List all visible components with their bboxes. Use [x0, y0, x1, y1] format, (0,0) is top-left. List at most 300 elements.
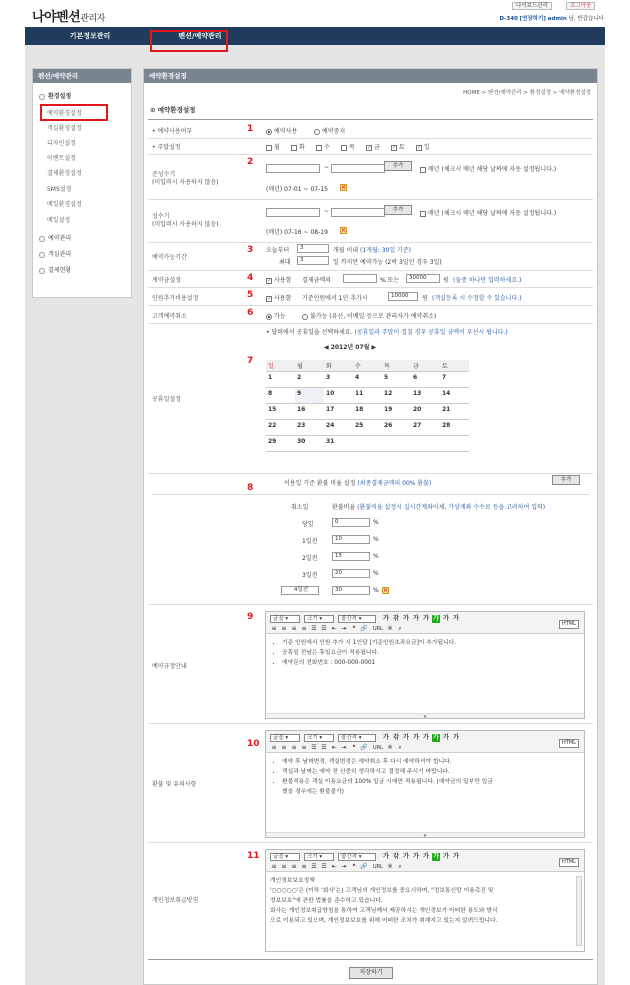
calendar-date[interactable]: 13 [411, 388, 440, 404]
logo[interactable] [32, 6, 105, 25]
calendar-day-header: 월 [295, 360, 324, 372]
weekday-text: 월 [274, 144, 280, 151]
editor-content[interactable] [270, 757, 580, 797]
divider [148, 199, 593, 200]
sidebar-item-payments[interactable]: 결제현황 [39, 265, 71, 274]
days-left: D-340 [499, 16, 518, 22]
peak1-label: 준성수기 [152, 171, 176, 178]
indent-icon[interactable]: ⇥ [341, 744, 347, 751]
cancel-on-radio[interactable] [266, 311, 286, 320]
editor-line: '○○○○○'은 (이하 '회사'는) 고객님의 개인정보를 중요시하며, "정보통신망 이용촉진 및 [270, 888, 494, 894]
calendar-date[interactable]: 4 [353, 372, 382, 388]
peak2-note: (미입력시 사용하지 않음) [152, 221, 219, 228]
indent-icon[interactable]: ⇥ [341, 625, 347, 632]
extra-use-text: 사용함 [274, 295, 292, 302]
calendar-empty [382, 436, 411, 452]
editor-line: • 기준 인원에서 인원 추가 시 1인당 [기준인원초과요금]이 추가됩니다. [282, 638, 580, 648]
calendar-date[interactable]: 2 [295, 372, 324, 388]
peak1-start-input[interactable] [266, 164, 320, 173]
delete-icon[interactable]: × [341, 227, 347, 234]
period-from-text: 오늘부터 [266, 247, 290, 254]
peak1-note: (미입력시 사용하지 않음) [152, 179, 219, 186]
editor-line: • 환불적용은 객실 이용요금의 100% 입금 시에만 적용됩니다. (예약금의 일부만 입금 [282, 777, 580, 787]
underline-icon[interactable]: 갂 [393, 853, 399, 860]
holiday-label: 공휴일설정 [152, 396, 181, 403]
refund-pct: % [373, 553, 379, 560]
peak2-range: (매년) 07-16 ~ 08-19 [266, 229, 328, 236]
extra-amount-input[interactable]: 10000 [388, 292, 418, 301]
url-button[interactable]: URL [373, 626, 383, 632]
size-select-text: 크기 [307, 616, 318, 622]
checkbox-icon [420, 167, 426, 173]
calendar-date[interactable]: 22 [266, 420, 295, 436]
weekday-thu[interactable] [341, 142, 355, 151]
refund-col-rate [332, 502, 545, 511]
peak1-range: (매년) 07-01 ~ 07-15 [266, 186, 328, 193]
align-center-icon[interactable]: ≡ [281, 625, 287, 632]
weekday-wed[interactable] [316, 142, 330, 151]
weekday-text: 일 [424, 144, 430, 151]
calendar-date[interactable]: 29 [266, 436, 295, 452]
align-right-icon[interactable]: ≡ [291, 863, 297, 870]
divider [148, 138, 593, 139]
extra-note: (객실등록 시 수정할 수 있습니다.) [432, 295, 522, 302]
refund-pct: % [373, 536, 379, 543]
bold-icon[interactable]: 가 [383, 853, 389, 860]
peak2-add-button[interactable]: 추가 [384, 205, 412, 215]
deposit-percent-input[interactable] [343, 274, 377, 283]
calendar-date[interactable]: 8 [266, 388, 295, 404]
editor-line: 했을 경우에는 환불불가) [282, 789, 344, 795]
peak2-every-year[interactable] [420, 208, 556, 217]
calendar-date[interactable]: 25 [353, 420, 382, 436]
privacy-title: 개인정보보호정책 [270, 878, 315, 884]
align-center-icon[interactable]: ≡ [281, 863, 287, 870]
editor-toolbar [266, 850, 584, 872]
align-left-icon[interactable]: ≡ [271, 744, 277, 751]
calendar-day-header: 수 [353, 360, 382, 372]
deposit-amount-input[interactable]: 30000 [406, 274, 440, 283]
line-select-text: 줄간격 [341, 854, 357, 860]
weekday-text: 금 [374, 144, 380, 151]
guide-editor[interactable] [265, 611, 585, 719]
peak2-end-input[interactable] [331, 208, 385, 217]
editor-content[interactable] [270, 638, 580, 668]
editor-line: • 예약 후 날짜변경, 객실변경은 예약취소 후 다시 예약하셔야 합니다. [282, 757, 580, 767]
link-icon[interactable]: 🔗 [360, 744, 368, 751]
peak1-end-input[interactable] [331, 164, 385, 173]
align-left-icon[interactable]: ≡ [271, 625, 277, 632]
checkbox-checked-icon: ✓ [267, 277, 272, 284]
sidebar-item-room-env[interactable]: 객실환경설정 [47, 125, 82, 132]
subscript-icon[interactable]: 가 [453, 734, 459, 741]
main-title: 예약환경설정 [144, 69, 597, 83]
calendar-empty [411, 436, 440, 452]
calendar-date[interactable]: 30 [295, 436, 324, 452]
line-height-select[interactable]: 줄간격 ▾ [338, 734, 376, 742]
cancel-off-radio[interactable] [302, 311, 436, 320]
sidebar-item-design[interactable]: 디자인설정 [47, 140, 76, 147]
checkbox-icon [341, 145, 347, 151]
calendar-empty [440, 436, 469, 452]
editor-line: 회사는 개인정보취급방침을 통하여 고객님께서 제공하시는 개인정보가 어떠한 용도와 방식 [270, 908, 498, 914]
highlight-box-sidebar [40, 104, 108, 121]
editor-line: • 객실과 날짜는 예약 전 신중히 생각하시고 결정해 주시기 바랍니다. [282, 767, 580, 777]
nav-pension-reservation[interactable]: 펜션/예약관리 [178, 32, 222, 40]
font-select[interactable]: 글꼴 ▾ [270, 853, 300, 861]
divider [148, 287, 593, 288]
resize-handle[interactable]: ▼ [266, 713, 584, 718]
holiday-note-2: (공휴일과 주말이 겹칠 경우 공휴일 금액이 우선시 됩니다.) [354, 329, 508, 336]
refund-title-note: (최종결제금액의 00% 환불) [357, 480, 432, 487]
extend-link[interactable]: [연장하기] [519, 16, 546, 22]
align-right-icon[interactable]: ≡ [291, 744, 297, 751]
calendar-empty [353, 436, 382, 452]
size-select[interactable]: 크기 ▾ [304, 734, 334, 742]
divider [148, 305, 593, 306]
calendar-date[interactable]: 12 [382, 388, 411, 404]
calendar-date[interactable]: 17 [324, 404, 353, 420]
divider [148, 604, 593, 605]
refund-pct: % [373, 519, 379, 526]
refund-notice-editor[interactable] [265, 730, 585, 838]
calendar-title[interactable]: ◀ 2012년 07월 ▶ [324, 344, 377, 351]
calendar-date[interactable]: 14 [440, 388, 469, 404]
section-title-text: 예약환경설정 [157, 106, 196, 114]
peak1-every-year[interactable] [420, 164, 556, 173]
nav-basic-info[interactable]: 기본정보관리 [69, 32, 111, 40]
weekday-sun[interactable] [416, 142, 430, 151]
subscript-icon[interactable]: 가 [453, 853, 459, 860]
deposit-or: % 또는 [380, 277, 400, 284]
holiday-note-text: • 달력에서 공휴일을 선택하세요. [266, 329, 353, 336]
refund-rate-input[interactable]: 0 [332, 518, 370, 527]
guide-label: 예약규정안내 [152, 663, 187, 670]
divider [148, 242, 593, 243]
weekday-sat[interactable] [391, 142, 405, 151]
refund-rate-input[interactable]: 15 [332, 552, 370, 561]
strike-icon[interactable]: 가 [413, 615, 419, 622]
subscript-icon[interactable]: 가 [453, 615, 459, 622]
cancel-label: 고객예약취소 [152, 313, 187, 320]
search-icon[interactable]: ⌕ [398, 625, 402, 632]
delete-icon[interactable]: × [341, 184, 347, 191]
editor-line: • 예약문의 전화번호 : 000-000-0001 [282, 658, 580, 668]
divider [148, 270, 593, 271]
breadcrumb: HOME > 펜션/예약관리 > 환경설정 > 예약환경설정 [463, 90, 591, 96]
divider [148, 473, 593, 474]
bold-icon[interactable]: 가 [383, 615, 389, 622]
weekday-text: 목 [349, 144, 355, 151]
calendar-date[interactable]: 6 [411, 372, 440, 388]
use-on-radio[interactable] [266, 126, 297, 135]
calendar-date[interactable]: 26 [382, 420, 411, 436]
justify-icon[interactable]: ≡ [301, 625, 307, 632]
justify-icon[interactable]: ≡ [301, 863, 307, 870]
justify-icon[interactable]: ≡ [301, 744, 307, 751]
calendar-date[interactable]: 15 [266, 404, 295, 420]
refund-day-input[interactable]: 4일전 [281, 586, 319, 595]
checkbox-icon [316, 145, 322, 151]
period-days-text: 일 까지만 예약가능 (2박 3일인 경우 3일) [333, 259, 442, 266]
checkbox-checked-icon: ✓ [417, 144, 422, 151]
font-select-text: 글꼴 [273, 616, 284, 622]
editor-line: 으로 이용되고 있으며, 개인정보보호를 위해 어떠한 조치가 취해지고 있는지 알려드립니다. [270, 918, 498, 924]
sidebar-item-event[interactable]: 이벤트설정 [47, 155, 76, 162]
refund-col-rate-text: 환불비율 [332, 504, 356, 511]
weekday-text: 화 [299, 144, 305, 151]
refund-col-note: (환불비율 설정시 실시간계좌이체, 가상계좌 수수료 등을 고려하여 입력) [357, 504, 546, 511]
align-center-icon[interactable]: ≡ [281, 744, 287, 751]
marker-7: 7 [247, 356, 254, 366]
checkbox-icon [291, 145, 297, 151]
marker-4: 4 [247, 273, 254, 283]
refund-rate-input[interactable]: 20 [332, 569, 370, 578]
week-label: • 주말설정 [152, 144, 181, 151]
weekday-fri[interactable] [366, 142, 380, 151]
align-right-icon[interactable]: ≡ [291, 625, 297, 632]
quote-icon[interactable]: ❝ [352, 625, 356, 632]
radio-on-icon [266, 314, 272, 320]
marker-2: 2 [247, 157, 254, 167]
extra-label: 인원추가비용설정 [152, 295, 199, 302]
extra-use-checkbox[interactable] [266, 293, 291, 302]
calendar-date[interactable]: 24 [324, 420, 353, 436]
url-button[interactable]: URL [373, 745, 383, 751]
calendar-day-header: 금 [411, 360, 440, 372]
weekday-mon[interactable] [266, 142, 280, 151]
sidebar-item-reservations[interactable]: 예약관리 [39, 233, 71, 242]
calendar-date[interactable]: 3 [324, 372, 353, 388]
list-ul-icon[interactable]: ☰ [321, 744, 327, 751]
privacy-editor[interactable] [265, 849, 585, 952]
bold-icon[interactable]: 가 [383, 734, 389, 741]
special-char-icon[interactable]: ※ [387, 625, 393, 632]
calendar-day-header: 일 [266, 360, 295, 372]
highlight-box-nav [150, 30, 228, 52]
use-off-radio[interactable] [314, 126, 345, 135]
divider [148, 842, 593, 843]
calendar-day-header: 토 [440, 360, 469, 372]
highlight-icon[interactable]: 가 [433, 853, 439, 860]
superscript-icon[interactable]: 가 [443, 853, 449, 860]
calendar-date[interactable]: 19 [382, 404, 411, 420]
quote-icon[interactable]: ❝ [352, 863, 356, 870]
marker-3: 3 [247, 245, 254, 255]
marker-6: 6 [247, 308, 254, 318]
special-char-icon[interactable]: ※ [387, 863, 393, 870]
calendar-date[interactable]: 27 [411, 420, 440, 436]
divider [148, 323, 593, 324]
outdent-icon[interactable]: ⇤ [331, 744, 337, 751]
size-select[interactable]: 크기 ▾ [304, 615, 334, 623]
section-title: ⊙ 예약환경설정 [150, 106, 196, 114]
sidebar-item-mail[interactable]: 메일설정 [47, 217, 71, 224]
html-mode-button[interactable]: HTML [559, 620, 579, 629]
calendar-date[interactable]: 10 [324, 388, 353, 404]
radio-off-icon [314, 129, 320, 135]
italic-icon[interactable]: 가 [403, 734, 409, 741]
weekday-text: 토 [399, 144, 405, 151]
board-admin-button[interactable]: 나이보드관리 [512, 2, 552, 10]
list-ol-icon[interactable]: ☰ [311, 625, 317, 632]
checkbox-checked-icon: ✓ [367, 144, 372, 151]
search-icon[interactable]: ⌕ [398, 744, 402, 751]
html-mode-button[interactable]: HTML [559, 858, 579, 867]
period-unit [333, 245, 411, 254]
refund-day: 2일전 [302, 555, 318, 562]
sidebar-item-mail-env[interactable]: 메일환경설정 [47, 201, 82, 208]
refund-title [284, 478, 431, 487]
superscript-icon[interactable]: 가 [443, 615, 449, 622]
line-height-select[interactable]: 줄간격 ▾ [338, 615, 376, 623]
link-icon[interactable]: 🔗 [360, 863, 368, 870]
list-ul-icon[interactable]: ☰ [321, 625, 327, 632]
logout-button[interactable]: 로그아웃 [566, 2, 595, 10]
calendar-date[interactable]: 28 [440, 420, 469, 436]
tilde: ~ [324, 208, 330, 215]
divider [148, 723, 593, 724]
highlight-icon[interactable]: 가 [433, 615, 439, 622]
italic-icon[interactable]: 가 [403, 615, 409, 622]
period-days-input[interactable]: 3 [297, 256, 329, 265]
every-year-text: 매년 (체크시 매년 해당 날짜에 자동 설정됩니다.) [428, 166, 557, 173]
marker-10: 10 [247, 739, 260, 749]
calendar-date[interactable]: 20 [411, 404, 440, 420]
divider [148, 154, 593, 155]
superscript-icon[interactable]: 가 [443, 734, 449, 741]
outdent-icon[interactable]: ⇤ [331, 625, 337, 632]
highlight-icon[interactable]: 가 [433, 734, 439, 741]
outdent-icon[interactable]: ⇤ [331, 863, 337, 870]
cancel-off-text: 불가능 (유선, 이메일 등으로 관리자가 예약취소) [310, 313, 437, 320]
divider [148, 119, 593, 120]
indent-icon[interactable]: ⇥ [341, 863, 347, 870]
refund-pct: % [373, 570, 379, 577]
calendar-date[interactable]: 16 [295, 404, 324, 420]
marker-11: 11 [247, 851, 260, 861]
extra-won: 원 [422, 295, 428, 302]
radio-off-icon [302, 314, 308, 320]
holiday-note [266, 327, 508, 336]
checkbox-checked-icon: ✓ [267, 295, 272, 302]
deposit-use-checkbox[interactable] [266, 275, 291, 284]
radio-on-icon [266, 129, 272, 135]
marker-1: 1 [247, 124, 254, 134]
size-select-text: 크기 [307, 735, 318, 741]
resize-handle[interactable]: ▼ [266, 832, 584, 837]
weekday-text: 수 [324, 144, 330, 151]
sidebar-item-reservation-env[interactable]: 예약환경설정 [47, 110, 82, 117]
cancel-on-text: 가능 [274, 313, 286, 320]
period-unit-text: 개월 이내 [333, 247, 359, 254]
weekday-tue[interactable] [291, 142, 305, 151]
scrollbar[interactable] [576, 876, 582, 946]
text-color-icon[interactable]: 가 [423, 734, 429, 741]
strike-icon[interactable]: 가 [413, 853, 419, 860]
period-label: 예약가능기간 [152, 254, 187, 261]
logo-sub: 관리자 [80, 14, 105, 24]
strike-icon[interactable]: 가 [413, 734, 419, 741]
sidebar-item-sms[interactable]: SMS설정 [47, 186, 72, 193]
refund-title-text: 이용일 기준 환불 비율 설정 [284, 480, 356, 487]
underline-icon[interactable]: 갂 [393, 615, 399, 622]
editor-content[interactable] [270, 876, 580, 926]
sidebar-item-rooms[interactable]: 객실관리 [39, 249, 71, 258]
refund-add-button[interactable]: 추가 [552, 475, 580, 485]
calendar-date[interactable]: 18 [353, 404, 382, 420]
calendar-date[interactable]: 5 [382, 372, 411, 388]
calendar-date[interactable]: 31 [324, 436, 353, 452]
deposit-label: 계약금설정 [152, 277, 181, 284]
link-icon[interactable]: 🔗 [360, 625, 368, 632]
calendar-date[interactable]: 9 [295, 388, 324, 404]
refund-rate-input[interactable]: 30 [332, 586, 370, 595]
url-button[interactable]: URL [373, 864, 383, 870]
quote-icon[interactable]: ❝ [352, 744, 356, 751]
list-ol-icon[interactable]: ☰ [311, 744, 317, 751]
size-select[interactable]: 크기 ▾ [304, 853, 334, 861]
sidebar-item-env[interactable]: 환경설정 [39, 91, 71, 100]
calendar-date[interactable]: 1 [266, 372, 295, 388]
text-color-icon[interactable]: 가 [423, 615, 429, 622]
refund-pct: % [373, 587, 379, 594]
refund-col-cancel: 취소일 [291, 504, 309, 511]
holiday-calendar [266, 360, 469, 452]
calendar-date[interactable]: 23 [295, 420, 324, 436]
refund-rate-input[interactable]: 10 [332, 535, 370, 544]
logo-main: 나야펜션 [32, 10, 81, 25]
html-mode-button[interactable]: HTML [559, 739, 579, 748]
italic-icon[interactable]: 가 [403, 853, 409, 860]
checkbox-checked-icon: ✓ [392, 144, 397, 151]
refund-notice-label: 환불 및 유의사항 [152, 781, 197, 788]
calendar-date[interactable]: 7 [440, 372, 469, 388]
special-char-icon[interactable]: ※ [387, 744, 393, 751]
list-ol-icon[interactable]: ☰ [311, 863, 317, 870]
period-max-text: 최대 [279, 259, 291, 266]
tilde: ~ [324, 164, 330, 171]
editor-toolbar [266, 612, 584, 634]
period-unit-note: (1개월: 30일 기준) [360, 247, 411, 254]
calendar-date[interactable]: 21 [440, 404, 469, 420]
save-button[interactable]: 저장하기 [349, 967, 393, 979]
marker-5: 5 [247, 290, 254, 300]
editor-line: • 공휴일 전날은 휴일요금이 적용됩니다. [282, 648, 580, 658]
font-select-text: 글꼴 [273, 854, 284, 860]
period-months-input[interactable]: 3 [297, 244, 329, 253]
underline-icon[interactable]: 갂 [393, 734, 399, 741]
divider [152, 494, 589, 495]
peak1-add-button[interactable]: 추가 [384, 161, 412, 171]
line-height-select[interactable]: 줄간격 ▾ [338, 853, 376, 861]
marker-8: 8 [247, 483, 254, 493]
extra-text: 기준인원에서 1인 추가시 [302, 295, 368, 302]
peak2-start-input[interactable] [266, 208, 320, 217]
align-left-icon[interactable]: ≡ [271, 863, 277, 870]
font-select[interactable]: 글꼴 ▾ [270, 615, 300, 623]
delete-icon[interactable]: × [383, 587, 389, 594]
marker-9: 9 [247, 612, 254, 622]
text-color-icon[interactable]: 가 [423, 853, 429, 860]
font-select[interactable]: 글꼴 ▾ [270, 734, 300, 742]
checkbox-icon [266, 145, 272, 151]
calendar-date[interactable]: 11 [353, 388, 382, 404]
search-icon[interactable]: ⌕ [398, 863, 402, 870]
list-ul-icon[interactable]: ☰ [321, 863, 327, 870]
sidebar-item-payment-env[interactable]: 결제환경설정 [47, 170, 82, 177]
deposit-use-text: 사용함 [274, 277, 292, 284]
